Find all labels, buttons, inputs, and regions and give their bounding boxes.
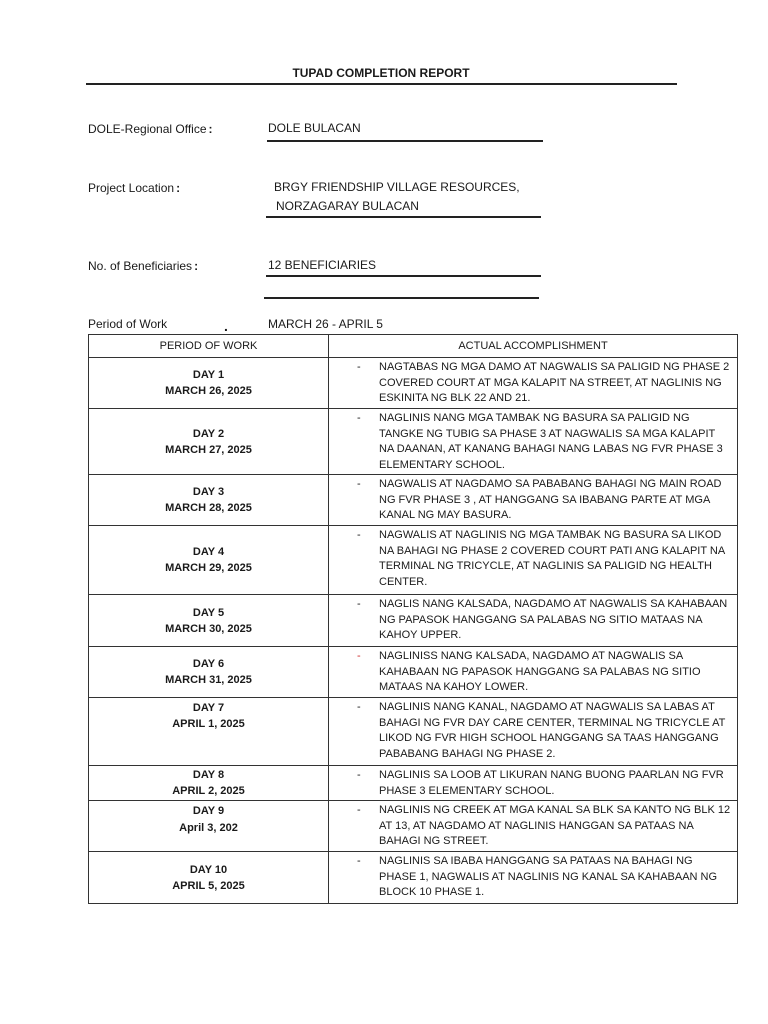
accomplishment-text: NAGLINISS NANG KALSADA, NAGDAMO AT NAGWALIS SA KAHABAAN NG PAPASOK HANGGANG SA PALABAS NG SITIO MATAAS NA KAHOY LOWER. bbox=[379, 650, 701, 693]
blank-underline bbox=[264, 297, 539, 299]
location-line-2: NORZAGARAY BULACAN bbox=[276, 199, 419, 213]
beneficiaries-underline bbox=[266, 275, 541, 277]
accomplishment-cell bbox=[329, 647, 738, 698]
bullet-dash: - bbox=[357, 412, 361, 424]
location-line-1: BRGY FRIENDSHIP VILLAGE RESOURCES, bbox=[274, 180, 520, 194]
accomplishment-cell bbox=[329, 526, 738, 595]
day-cell bbox=[89, 358, 329, 409]
accomplishment-cell bbox=[329, 852, 738, 904]
bullet-dash: - bbox=[357, 701, 361, 713]
accomplishment-cell bbox=[329, 358, 738, 409]
bullet-dash: - bbox=[357, 650, 361, 662]
day-cell bbox=[89, 698, 329, 766]
accomplishment-table bbox=[88, 334, 738, 904]
day-label: DAY 2 bbox=[192, 427, 225, 440]
table-row bbox=[89, 698, 738, 766]
bullet-dash: - bbox=[357, 598, 361, 610]
day-date: MARCH 26, 2025 bbox=[165, 385, 252, 397]
day-label: DAY 3 bbox=[192, 486, 225, 498]
day-cell bbox=[89, 595, 329, 647]
day-label: DAY 7 bbox=[192, 702, 225, 714]
location-label: Project Location : bbox=[88, 181, 181, 195]
accomplishment-text: NAGLINIS NANG MGA TAMBAK NG BASURA SA PALIGID NG TANGKE NG TUBIG SA PHASE 3 AT NAGWALIS SA MGA KALAPIT NA DAANAN, AT KANANG BAHAGI NANG LABAS NG FVR PHASE 3 ELEMENTARY SCHOOL. bbox=[379, 412, 723, 471]
day-label: DAY 1 bbox=[192, 369, 225, 381]
location-colon: : bbox=[176, 181, 181, 195]
day-date: APRIL 1, 2025 bbox=[172, 718, 245, 730]
day-label: DAY 4 bbox=[192, 546, 225, 558]
office-underline bbox=[267, 140, 543, 142]
accomplishment-cell bbox=[329, 698, 738, 766]
day-date: April 3, 202 bbox=[179, 822, 238, 834]
day-label: DAY 5 bbox=[192, 606, 225, 619]
bullet-dash: - bbox=[357, 855, 361, 867]
accomplishment-text: NAGWALIS AT NAGDAMO SA PABABANG BAHAGI NG MAIN ROAD NG FVR PHASE 3 , AT HANGGANG SA IBABANG PARTE AT MGA KANAL NG MAY BASURA. bbox=[379, 478, 722, 521]
table-row bbox=[89, 647, 738, 698]
location-underline bbox=[266, 216, 541, 218]
day-date: APRIL 2, 2025 bbox=[172, 785, 245, 797]
accomplishment-text: NAGLIS NANG KALSADA, NAGDAMO AT NAGWALIS SA KAHABAAN NG PAPASOK HANGGANG SA PALABAS NG SITIO MATAAS NA KAHOY UPPER. bbox=[379, 598, 728, 641]
report-title: TUPAD COMPLETION REPORT bbox=[292, 66, 470, 80]
accomplishment-cell bbox=[329, 595, 738, 647]
table-row bbox=[89, 358, 738, 409]
accomplishment-text: NAGLINIS SA LOOB AT LIKURAN NANG BUONG PAARLAN NG FVR PHASE 3 ELEMENTARY SCHOOL. bbox=[379, 769, 724, 797]
day-label: DAY 10 bbox=[189, 863, 228, 876]
bullet-dash: - bbox=[357, 529, 361, 541]
day-cell bbox=[89, 475, 329, 526]
day-cell bbox=[89, 647, 329, 698]
period-label: Period of Work bbox=[88, 317, 168, 331]
day-label: DAY 6 bbox=[192, 658, 225, 670]
bullet-dash: - bbox=[357, 478, 361, 490]
day-cell bbox=[89, 766, 329, 801]
day-date: MARCH 30, 2025 bbox=[165, 622, 252, 635]
beneficiaries-value: 12 BENEFICIARIES bbox=[268, 258, 377, 272]
day-cell bbox=[89, 526, 329, 595]
office-value: DOLE BULACAN bbox=[268, 121, 361, 135]
office-colon: : bbox=[208, 122, 213, 136]
day-cell bbox=[89, 409, 329, 475]
accomplishment-text: NAGTABAS NG MGA DAMO AT NAGWALIS SA PALIGID NG PHASE 2 COVERED COURT AT MGA KALAPIT NA STREET, AT NAGLINIS NG ESKINITA NG BLK 22 AND 21. bbox=[379, 361, 730, 404]
day-date: APRIL 5, 2025 bbox=[172, 879, 245, 892]
table-row bbox=[89, 766, 738, 801]
accomplishment-text: NAGWALIS AT NAGLINIS NG MGA TAMBAK NG BASURA SA LIKOD NA BAHAGI NG PHASE 2 COVERED COURT PATI ANG KALAPIT NA TERMINAL NG TRICYCLE, AT NAGLINIS SA PALIGID NG HEALTH CENTER. bbox=[379, 529, 725, 588]
office-label: DOLE-Regional Office : bbox=[88, 122, 213, 136]
table-row bbox=[89, 852, 738, 904]
day-label: DAY 9 bbox=[192, 805, 225, 817]
day-date: MARCH 31, 2025 bbox=[165, 674, 252, 686]
period-mark: . bbox=[224, 318, 228, 334]
bullet-dash: - bbox=[357, 804, 361, 816]
accomplishment-text: NAGLINIS NG CREEK AT MGA KANAL SA BLK SA KANTO NG BLK 12 AT 13, AT NAGDAMO AT NAGLINIS HANGGAN SA PATAAS NA BAHAGI NG STREET. bbox=[379, 804, 731, 847]
table-row bbox=[89, 409, 738, 475]
day-date: MARCH 28, 2025 bbox=[165, 502, 252, 514]
period-value: MARCH 26 - APRIL 5 bbox=[268, 317, 383, 331]
accomplishment-text: NAGLINIS NANG KANAL, NAGDAMO AT NAGWALIS SA LABAS AT BAHAGI NG FVR DAY CARE CENTER, TERMINAL NG TRICYCLE AT LIKOD NG FVR HIGH SCHOOL HANGGANG SA TAAS HANGGANG PABABANG BAHAGI NG PHASE 2. bbox=[379, 701, 726, 760]
accomplishment-cell bbox=[329, 766, 738, 801]
day-cell bbox=[89, 801, 329, 852]
day-date: MARCH 29, 2025 bbox=[165, 562, 252, 574]
table-header-row bbox=[89, 335, 738, 358]
header-actual-accomplishment: ACTUAL ACCOMPLISHMENT bbox=[329, 335, 738, 358]
title-underline bbox=[86, 83, 677, 85]
day-date: MARCH 27, 2025 bbox=[165, 443, 252, 456]
table-row bbox=[89, 526, 738, 595]
day-label: DAY 8 bbox=[192, 769, 225, 781]
table-row bbox=[89, 595, 738, 647]
day-cell bbox=[89, 852, 329, 904]
header-period-of-work: PERIOD OF WORK bbox=[89, 335, 329, 358]
accomplishment-cell bbox=[329, 475, 738, 526]
table-row bbox=[89, 801, 738, 852]
beneficiaries-colon: : bbox=[194, 259, 199, 273]
bullet-dash: - bbox=[357, 769, 361, 781]
beneficiaries-label: No. of Beneficiaries : bbox=[88, 259, 199, 273]
bullet-dash: - bbox=[357, 361, 361, 373]
accomplishment-cell bbox=[329, 409, 738, 475]
table-row bbox=[89, 475, 738, 526]
accomplishment-cell bbox=[329, 801, 738, 852]
accomplishment-text: NAGLINIS SA IBABA HANGGANG SA PATAAS NA BAHAGI NG PHASE 1, NAGWALIS AT NAGLINIS NG KANAL SA KAHABAAN NG BLOCK 10 PHASE 1. bbox=[379, 855, 718, 898]
